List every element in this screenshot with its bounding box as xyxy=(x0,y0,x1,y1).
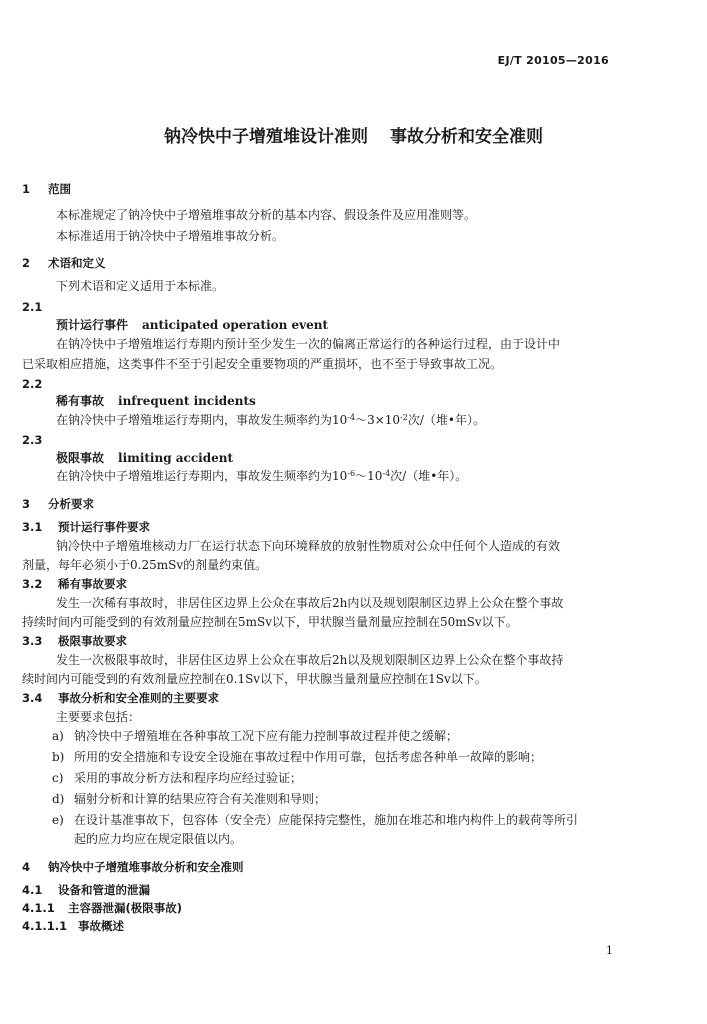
paragraph: 主要要求包括： xyxy=(56,710,141,724)
document-title xyxy=(0,122,707,147)
paragraph-cont: 剂量，每年必须小于0.25mSv的剂量约束值。 xyxy=(22,558,268,572)
term-heading: 稀有事故 infrequent incidents xyxy=(56,394,256,408)
paragraph: 钠冷快中子增殖堆核动力厂在运行状态下向环境释放的放射性物质对公众中任何个人造成的有效 xyxy=(56,539,561,553)
term-number: 2.3 xyxy=(22,433,43,447)
standard-code: EJ/T 20105—2016 xyxy=(497,54,609,67)
subsection-heading: 4.1 设备和管道的泄漏 xyxy=(22,883,150,897)
paragraph: 下列术语和定义适用于本标准。 xyxy=(56,279,225,293)
term-definition: 在钠冷快中子增殖堆运行寿期内，事故发生频率约为$10^{-6}\sim 10^{-4}$次/（堆•年）。 xyxy=(56,469,468,483)
section-heading-1: 1 范围 xyxy=(22,182,71,196)
paragraph-cont: 续时间内可能受到的有效剂量应控制在0.1Sv以下，甲状腺当量剂量应控制在1Sv以下。 xyxy=(22,672,487,686)
paragraph: 本标准规定了钠冷快中子增殖堆事故分析的基本内容、假设条件及应用准则等。 xyxy=(56,208,477,222)
subsection-heading: 3.4 事故分析和安全准则的主要要求 xyxy=(22,691,219,705)
subsection-heading: 3.3 极限事故要求 xyxy=(22,634,127,648)
list-item: a) 钠冷快中子增殖堆在各种事故工况下应有能力控制事故过程并使之缓解； xyxy=(52,729,459,743)
term-number: 2.1 xyxy=(22,300,43,314)
paragraph: 发生一次稀有事故时，非居住区边界上公众在事故后2h内以及规划限制区边界上公众在整个事故 xyxy=(56,596,564,610)
section-heading-3: 3 分析要求 xyxy=(22,497,94,511)
section-heading-4: 4 钠冷快中子增殖堆事故分析和安全准则 xyxy=(22,860,244,874)
title-part-1: 钠冷快中子增殖堆设计准则 xyxy=(164,127,368,147)
list-item: d) 辐射分析和计算的结果应符合有关准则和导则； xyxy=(52,792,327,806)
subsection-heading: 3.1 预计运行事件要求 xyxy=(22,520,150,534)
term-definition-cont: 已采取相应措施，这类事件不至于引起安全重要物项的严重损坏，也不至于导致事故工况。 xyxy=(22,357,503,371)
title-part-2: 事故分析和安全准则 xyxy=(390,127,543,147)
list-item: e) 在设计基准事故下，包容体（安全壳）应能保持完整性，施加在堆芯和堆内构件上的载荷等所引 xyxy=(52,813,579,827)
list-item-cont: 起的应力均应在规定限值以内。 xyxy=(74,832,243,846)
paragraph: 发生一次极限事故时，非居住区边界上公众在事故后2h以及规划限制区边界上公众在整个事故持 xyxy=(56,653,564,667)
term-number: 2.2 xyxy=(22,377,43,391)
subsection-heading: 4.1.1.1 事故概述 xyxy=(22,919,124,933)
list-item: b) 所用的安全措施和专设安全设施在事故过程中作用可靠，包括考虑各种单一故障的影响； xyxy=(52,750,543,764)
page-number: 1 xyxy=(606,944,613,957)
paragraph-cont: 持续时间内可能受到的有效剂量应控制在5mSv以下，甲状腺当量剂量应控制在50mSv以下。 xyxy=(22,615,518,629)
section-heading-2: 2 术语和定义 xyxy=(22,256,106,270)
list-item: c) 采用的事故分析方法和程序均应经过验证； xyxy=(52,771,303,785)
subsection-heading: 3.2 稀有事故要求 xyxy=(22,577,127,591)
subsection-heading: 4.1.1 主容器泄漏(极限事故) xyxy=(22,901,183,915)
term-heading: 预计运行事件 anticipated operation event xyxy=(56,318,329,332)
term-heading: 极限事故 limiting accident xyxy=(56,451,234,465)
term-definition: 在钠冷快中子增殖堆运行寿期内预计至少发生一次的偏离正常运行的各种运行过程，由于设计中 xyxy=(56,337,561,351)
paragraph: 本标准适用于钠冷快中子增殖堆事故分析。 xyxy=(56,229,285,243)
term-definition: 在钠冷快中子增殖堆运行寿期内，事故发生频率约为$10^{-4}\sim 3\times 10^{-2}$次/（堆•年）。 xyxy=(56,413,485,427)
